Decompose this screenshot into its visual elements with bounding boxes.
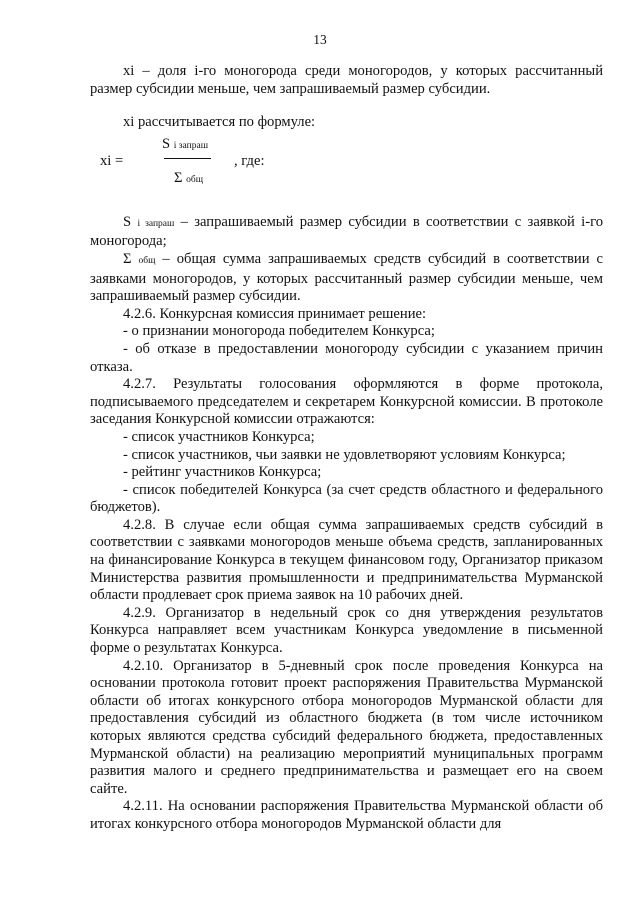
clause-4-2-7-item: - список участников Конкурса; bbox=[123, 428, 315, 445]
clause-4-2-11: 4.2.11. На основании распоряжения Правительства Мурманской области об итогах конкурсного отбора моногородов Мурманской области для bbox=[90, 798, 603, 832]
clause-4-2-10: 4.2.10. Организатор в 5-дневный срок после проведения Конкурса на основании протокола готовит проект распоряжения Правительства Мурманской области об итогах конкурсного отбора моногородов Мурманской области для предоставления субсидий из областного бюджета (в том числе источником которых являются средства субсидий федерального бюджета, предоставленных Мурманской области) на реализацию мероприятий муниципальных программ развития малого и среднего предпринимательства и размещает его на своем сайте. bbox=[90, 657, 603, 797]
formula-xi bbox=[90, 136, 603, 198]
clause-4-2-6: 4.2.6. Конкурсная комиссия принимает решение: bbox=[123, 305, 427, 322]
formula-lhs: xi = bbox=[100, 152, 124, 169]
formula-where: , где: bbox=[234, 152, 265, 169]
clause-4-2-6-item: - о признании моногорода победителем Конкурса; bbox=[123, 323, 435, 340]
definition-s-requested: S i запраш – запрашиваемый размер субсидии в соответствии с заявкой i-го моногорода; bbox=[90, 213, 603, 250]
clause-4-2-7: 4.2.7. Результаты голосования оформляются в форме протокола, подписываемого председателем и секретарем Конкурсной комиссии. В протоколе заседания Конкурсной комиссии отражаются: bbox=[90, 376, 603, 428]
formula-intro: xi рассчитывается по формуле: bbox=[123, 114, 316, 131]
clause-4-2-7-item: - список победителей Конкурса (за счет средств областного и федерального бюджетов). bbox=[90, 481, 603, 516]
clause-4-2-6-item: - об отказе в предоставлении моногороду субсидии с указанием причин отказа. bbox=[90, 340, 603, 375]
page-number: 13 bbox=[313, 32, 327, 47]
formula-denominator: Σ общ bbox=[174, 169, 204, 186]
clause-4-2-7-item: - список участников, чьи заявки не удовлетворяют условиям Конкурса; bbox=[123, 446, 566, 463]
page-body bbox=[90, 63, 603, 834]
formula-numerator: S i запраш bbox=[162, 135, 209, 152]
clause-4-2-7-item: - рейтинг участников Конкурса; bbox=[123, 464, 322, 481]
definition-sum-total: Σ общ – общая сумма запрашиваемых средств субсидий в соответствии с заявками моногородов, у которых рассчитанный размер субсидии меньше, чем запрашиваемый размер субсидии. bbox=[90, 250, 603, 305]
fraction-bar bbox=[164, 158, 211, 159]
clause-4-2-8: 4.2.8. В случае если общая сумма запрашиваемых средств субсидий в соответствии с заявками моногородов меньше объема средств, запланированных на финансирование Конкурса в текущем финансовом году, Организатор приказом Министерства развития промышленности и предпринимательства Мурманской области продлевает срок приема заявок на 10 рабочих дней. bbox=[90, 516, 603, 604]
paragraph-xi-definition: xi – доля i-го моногорода среди моногородов, у которых рассчитанный размер субсидии меньше, чем запрашиваемый размер субсидии. bbox=[90, 63, 603, 97]
clause-4-2-9: 4.2.9. Организатор в недельный срок со дня утверждения результатов Конкурса направляет всем участникам Конкурса уведомление в письменной форме о результатах Конкурса. bbox=[90, 604, 603, 657]
